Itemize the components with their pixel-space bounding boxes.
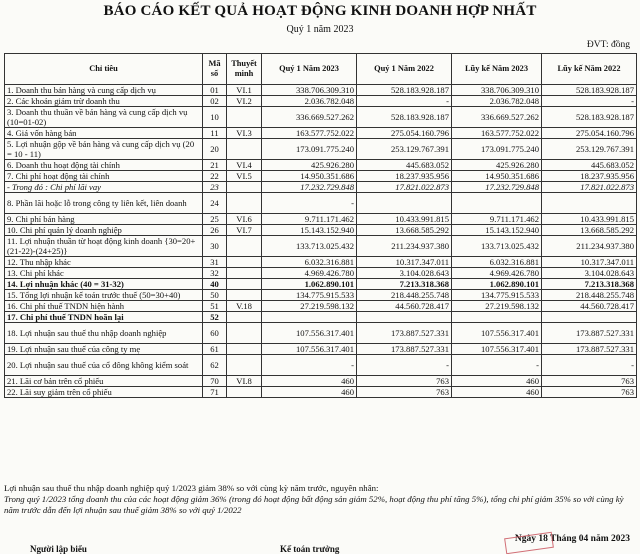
ytd-2023-value	[452, 312, 542, 323]
row-note: VI.2	[227, 96, 262, 107]
q1-2023-value	[262, 312, 357, 323]
q1-2023-value: 336.669.527.262	[262, 107, 357, 128]
report-title: BÁO CÁO KẾT QUẢ HOẠT ĐỘNG KINH DOANH HỢP NHẤT	[103, 3, 537, 19]
header-note: Thuyết minh	[227, 54, 262, 85]
q1-2022-value: 445.683.052	[357, 160, 452, 171]
ytd-2023-value: 9.711.171.462	[452, 214, 542, 225]
header-q1-2023: Quý 1 Năm 2023	[262, 54, 357, 85]
table-header-row	[5, 54, 637, 85]
row-note	[227, 290, 262, 301]
ytd-2022-value: 13.668.585.292	[542, 225, 637, 236]
row-label: 20. Lợi nhuận sau thuế của cổ đông không kiểm soát	[5, 355, 203, 376]
currency-unit: ĐVT: đồng	[586, 40, 630, 50]
explanation-notes	[4, 483, 636, 516]
ytd-2022-value: 44.560.728.417	[542, 301, 637, 312]
ytd-2023-value: 17.232.729.848	[452, 182, 542, 193]
ytd-2022-value: 763	[542, 387, 637, 398]
row-code: 62	[203, 355, 227, 376]
table-row	[5, 160, 637, 171]
row-note: VI.6	[227, 214, 262, 225]
row-code: 24	[203, 193, 227, 214]
row-note: VI.5	[227, 171, 262, 182]
row-code: 70	[203, 376, 227, 387]
q1-2023-value: 15.143.152.940	[262, 225, 357, 236]
table-row	[5, 355, 637, 376]
q1-2023-value: 4.969.426.780	[262, 268, 357, 279]
table-row	[5, 279, 637, 290]
q1-2022-value: 10.317.347.011	[357, 257, 452, 268]
q1-2022-value: 44.560.728.417	[357, 301, 452, 312]
q1-2022-value: 7.213.318.368	[357, 279, 452, 290]
ytd-2023-value: 460	[452, 387, 542, 398]
ytd-2022-value: 253.129.767.391	[542, 139, 637, 160]
row-code: 50	[203, 290, 227, 301]
row-code: 21	[203, 160, 227, 171]
ytd-2023-value: 107.556.317.401	[452, 344, 542, 355]
q1-2022-value: 17.821.022.873	[357, 182, 452, 193]
ytd-2022-value: 763	[542, 376, 637, 387]
row-code: 40	[203, 279, 227, 290]
q1-2022-value: 528.183.928.187	[357, 85, 452, 96]
table-row	[5, 344, 637, 355]
header-code: Mã số	[203, 54, 227, 85]
ytd-2022-value	[542, 312, 637, 323]
row-label: 22. Lãi suy giảm trên cổ phiếu	[5, 387, 203, 398]
ytd-2023-value: 336.669.527.262	[452, 107, 542, 128]
row-code: 32	[203, 268, 227, 279]
ytd-2023-value: 173.091.775.240	[452, 139, 542, 160]
table-row	[5, 290, 637, 301]
row-label: 18. Lợi nhuận sau thuế thu nhập doanh nghiệp	[5, 323, 203, 344]
table-row	[5, 236, 637, 257]
preparer-label: Người lập biểu	[30, 544, 87, 554]
ytd-2022-value: 528.183.928.187	[542, 85, 637, 96]
row-label: 15. Tổng lợi nhuận kế toán trước thuế (50=30+40)	[5, 290, 203, 301]
ytd-2022-value: 17.821.022.873	[542, 182, 637, 193]
ytd-2023-value: 133.713.025.432	[452, 236, 542, 257]
row-label: 11. Lợi nhuận thuần từ hoạt động kinh doanh {30=20+(21-22)-(24+25)}	[5, 236, 203, 257]
row-note	[227, 387, 262, 398]
q1-2023-value: 133.713.025.432	[262, 236, 357, 257]
row-label: 8. Phần lãi hoặc lỗ trong công ty liên kết, liên doanh	[5, 193, 203, 214]
ytd-2023-value: 1.062.890.101	[452, 279, 542, 290]
ytd-2022-value: 18.237.935.956	[542, 171, 637, 182]
header-ytd-2022: Lũy kế Năm 2022	[542, 54, 637, 85]
row-label: 14. Lợi nhuận khác (40 = 31-32)	[5, 279, 203, 290]
ytd-2023-value: 4.969.426.780	[452, 268, 542, 279]
table-row	[5, 139, 637, 160]
row-label: 17. Chi phí thuế TNDN hoãn lại	[5, 312, 203, 323]
table-row	[5, 257, 637, 268]
ytd-2022-value: 173.887.527.331	[542, 344, 637, 355]
q1-2023-value: 2.036.782.048	[262, 96, 357, 107]
row-code: 51	[203, 301, 227, 312]
q1-2023-value: 107.556.317.401	[262, 323, 357, 344]
table-row	[5, 301, 637, 312]
ytd-2023-value: 107.556.317.401	[452, 323, 542, 344]
ytd-2023-value: 2.036.782.048	[452, 96, 542, 107]
ytd-2023-value	[452, 193, 542, 214]
row-note: V.18	[227, 301, 262, 312]
ytd-2023-value: 27.219.598.132	[452, 301, 542, 312]
q1-2022-value: 18.237.935.956	[357, 171, 452, 182]
q1-2022-value: 10.433.991.815	[357, 214, 452, 225]
q1-2023-value: 173.091.775.240	[262, 139, 357, 160]
header-item: Chỉ tiêu	[5, 54, 203, 85]
table-row	[5, 85, 637, 96]
row-note	[227, 323, 262, 344]
row-label: 1. Doanh thu bán hàng và cung cấp dịch vụ	[5, 85, 203, 96]
ytd-2022-value: -	[542, 96, 637, 107]
table-row	[5, 323, 637, 344]
row-code: 22	[203, 171, 227, 182]
q1-2023-value: 425.926.280	[262, 160, 357, 171]
q1-2023-value: 460	[262, 387, 357, 398]
q1-2023-value: 27.219.598.132	[262, 301, 357, 312]
row-label: - Trong đó : Chi phí lãi vay	[5, 182, 203, 193]
row-code: 31	[203, 257, 227, 268]
footnote-reason: Lợi nhuận sau thuế thu nhập doanh nghiệp quý 1/2023 giảm 38% so với cùng kỳ năm trước, nguyên nhân:	[4, 483, 379, 493]
q1-2022-value: 211.234.937.380	[357, 236, 452, 257]
ytd-2022-value: 275.054.160.796	[542, 128, 637, 139]
row-label: 2. Các khoản giảm trừ doanh thu	[5, 96, 203, 107]
row-code: 20	[203, 139, 227, 160]
q1-2023-value: 17.232.729.848	[262, 182, 357, 193]
ytd-2023-value: 134.775.915.533	[452, 290, 542, 301]
table-row	[5, 107, 637, 128]
row-code: 11	[203, 128, 227, 139]
q1-2023-value: 107.556.317.401	[262, 344, 357, 355]
row-code: 01	[203, 85, 227, 96]
ytd-2023-value: 425.926.280	[452, 160, 542, 171]
ytd-2023-value: -	[452, 355, 542, 376]
row-code: 02	[203, 96, 227, 107]
row-note	[227, 236, 262, 257]
table-row	[5, 312, 637, 323]
row-label: 21. Lãi cơ bản trên cổ phiếu	[5, 376, 203, 387]
q1-2023-value: 338.706.309.310	[262, 85, 357, 96]
row-note	[227, 344, 262, 355]
table-row	[5, 387, 637, 398]
table-row	[5, 268, 637, 279]
q1-2022-value: 763	[357, 376, 452, 387]
ytd-2022-value: 10.317.347.011	[542, 257, 637, 268]
row-note	[227, 257, 262, 268]
row-code: 10	[203, 107, 227, 128]
q1-2022-value: 763	[357, 387, 452, 398]
table-row	[5, 214, 637, 225]
row-note	[227, 107, 262, 128]
q1-2023-value: 163.577.752.022	[262, 128, 357, 139]
q1-2022-value: -	[357, 96, 452, 107]
header-ytd-2023: Lũy kế Năm 2023	[452, 54, 542, 85]
row-label: 16. Chi phí thuế TNDN hiện hành	[5, 301, 203, 312]
row-note: VI.1	[227, 85, 262, 96]
q1-2022-value: 3.104.028.643	[357, 268, 452, 279]
row-note	[227, 312, 262, 323]
ytd-2023-value: 15.143.152.940	[452, 225, 542, 236]
table-row	[5, 128, 637, 139]
q1-2022-value: 173.887.527.331	[357, 323, 452, 344]
table-row	[5, 193, 637, 214]
row-code: 30	[203, 236, 227, 257]
q1-2023-value: 1.062.890.101	[262, 279, 357, 290]
row-label: 9. Chi phí bán hàng	[5, 214, 203, 225]
red-stamp	[504, 532, 554, 554]
q1-2022-value: 173.887.527.331	[357, 344, 452, 355]
row-note: VI.7	[227, 225, 262, 236]
table-row	[5, 376, 637, 387]
row-label: 7. Chi phí hoạt động tài chính	[5, 171, 203, 182]
q1-2022-value	[357, 193, 452, 214]
q1-2023-value: -	[262, 193, 357, 214]
row-label: 3. Doanh thu thuần về bán hàng và cung cấp dịch vụ (10=01-02)	[5, 107, 203, 128]
q1-2023-value: 6.032.316.881	[262, 257, 357, 268]
row-code: 61	[203, 344, 227, 355]
ytd-2022-value: 211.234.937.380	[542, 236, 637, 257]
q1-2023-value: 14.950.351.686	[262, 171, 357, 182]
q1-2022-value: 13.668.585.292	[357, 225, 452, 236]
chief-accountant-label: Kế toán trưởng	[280, 544, 340, 554]
q1-2023-value: 460	[262, 376, 357, 387]
row-code: 23	[203, 182, 227, 193]
q1-2023-value: 134.775.915.533	[262, 290, 357, 301]
row-note: VI.4	[227, 160, 262, 171]
q1-2022-value: 253.129.767.391	[357, 139, 452, 160]
ytd-2022-value	[542, 193, 637, 214]
table-row	[5, 225, 637, 236]
q1-2023-value: -	[262, 355, 357, 376]
ytd-2022-value: 3.104.028.643	[542, 268, 637, 279]
ytd-2023-value: 6.032.316.881	[452, 257, 542, 268]
row-note	[227, 182, 262, 193]
ytd-2022-value: 445.683.052	[542, 160, 637, 171]
ytd-2022-value: 7.213.318.368	[542, 279, 637, 290]
ytd-2023-value: 14.950.351.686	[452, 171, 542, 182]
row-label: 13. Chi phí khác	[5, 268, 203, 279]
q1-2022-value	[357, 312, 452, 323]
row-note: VI.8	[227, 376, 262, 387]
ytd-2022-value: -	[542, 355, 637, 376]
row-note	[227, 279, 262, 290]
header-q1-2022: Quý 1 Năm 2022	[357, 54, 452, 85]
signing-date: Ngày 18 Tháng 04 năm 2023	[514, 534, 630, 544]
q1-2022-value: -	[357, 355, 452, 376]
ytd-2023-value: 460	[452, 376, 542, 387]
row-code: 60	[203, 323, 227, 344]
row-code: 71	[203, 387, 227, 398]
q1-2022-value: 218.448.255.748	[357, 290, 452, 301]
row-note	[227, 193, 262, 214]
ytd-2022-value: 218.448.255.748	[542, 290, 637, 301]
row-note	[227, 355, 262, 376]
row-note	[227, 268, 262, 279]
ytd-2022-value: 528.183.928.187	[542, 107, 637, 128]
row-code: 52	[203, 312, 227, 323]
row-label: 5. Lợi nhuận gộp về bán hàng và cung cấp dịch vụ (20 = 10 - 11)	[5, 139, 203, 160]
row-label: 12. Thu nhập khác	[5, 257, 203, 268]
q1-2022-value: 275.054.160.796	[357, 128, 452, 139]
table-row	[5, 96, 637, 107]
row-code: 26	[203, 225, 227, 236]
row-label: 6. Doanh thu hoạt động tài chính	[5, 160, 203, 171]
income-statement-table	[4, 53, 637, 398]
row-code: 25	[203, 214, 227, 225]
q1-2023-value: 9.711.171.462	[262, 214, 357, 225]
report-period: Quý 1 năm 2023	[286, 24, 354, 35]
ytd-2023-value: 163.577.752.022	[452, 128, 542, 139]
row-label: 10. Chi phí quản lý doanh nghiệp	[5, 225, 203, 236]
ytd-2022-value: 10.433.991.815	[542, 214, 637, 225]
ytd-2023-value: 338.706.309.310	[452, 85, 542, 96]
ytd-2022-value: 173.887.527.331	[542, 323, 637, 344]
table-row	[5, 171, 637, 182]
row-note: VI.3	[227, 128, 262, 139]
row-note	[227, 139, 262, 160]
q1-2022-value: 528.183.928.187	[357, 107, 452, 128]
footnote-detail: Trong quý 1/2023 tổng doanh thu của các hoạt động giảm 36% (trong đó hoạt động bất động sản giảm 52%, hoạt động thu phí tăng 5%), tổng chi phí giảm 35% so với cùng kỳ năm trước dẫn đến lợi nhuận sau thuế giảm 38% so với quý 1/2022	[4, 494, 624, 515]
table-row	[5, 182, 637, 193]
row-label: 4. Giá vốn hàng bán	[5, 128, 203, 139]
row-label: 19. Lợi nhuận sau thuế của công ty mẹ	[5, 344, 203, 355]
